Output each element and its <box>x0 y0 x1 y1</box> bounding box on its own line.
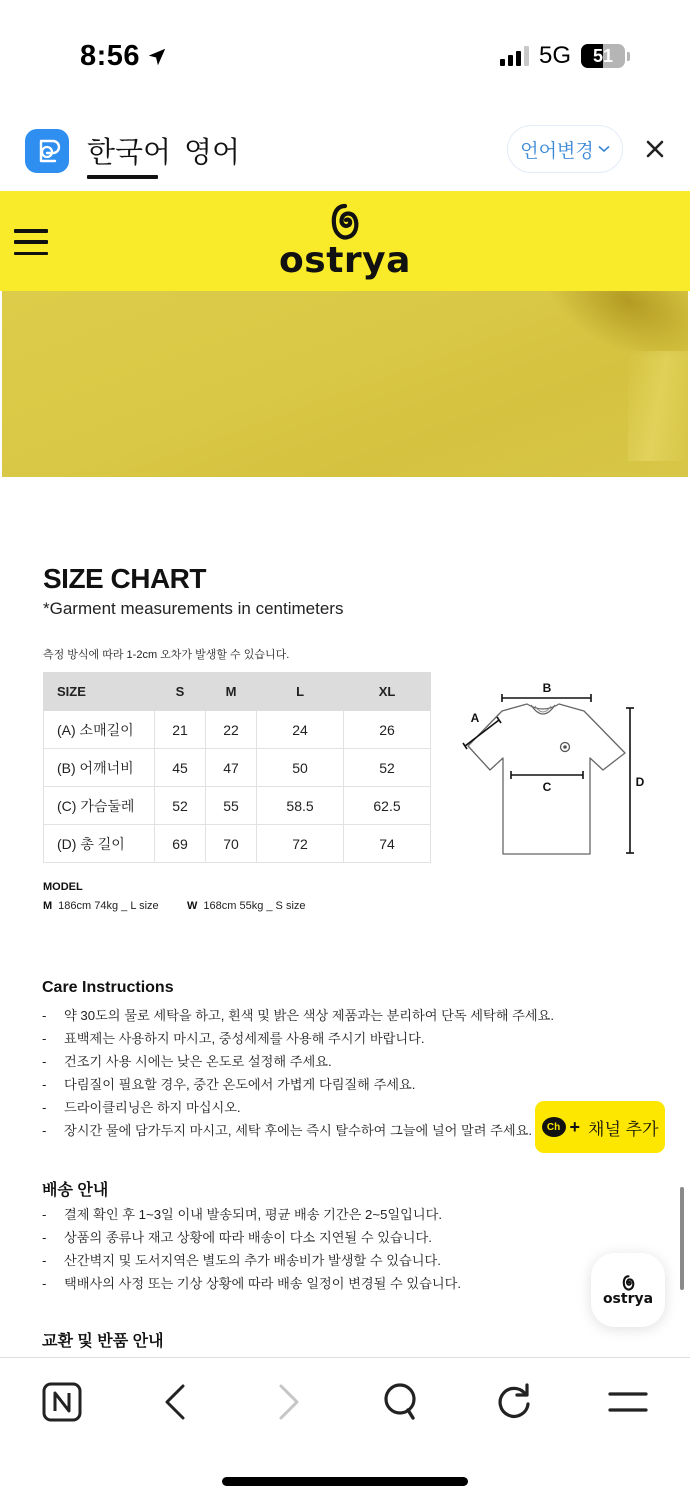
row-label: (D) 총 길이 <box>44 825 155 863</box>
change-language-label: 언어변경 <box>520 140 594 162</box>
browser-menu-button[interactable] <box>606 1380 650 1424</box>
forward-button[interactable] <box>267 1380 311 1424</box>
care-list <box>42 1004 554 1142</box>
list-item: - 다림질이 필요할 경우, 중간 온도에서 가볍게 다림질해 주세요. <box>42 1077 416 1092</box>
list-item: - 건조기 사용 시에는 낮은 온도로 설정해 주세요. <box>42 1054 332 1069</box>
care-title: Care Instructions <box>42 979 174 996</box>
table-cell: 58.5 <box>257 787 344 825</box>
home-indicator[interactable] <box>222 1477 468 1486</box>
kakao-channel-icon: Ch <box>542 1117 566 1137</box>
kakao-channel-add-button[interactable] <box>535 1101 665 1153</box>
naver-home-icon <box>42 1382 82 1422</box>
list-item: - 산간벽지 및 도서지역은 별도의 추가 배송비가 발생할 수 있습니다. <box>42 1253 441 1268</box>
chevron-down-icon <box>598 145 610 153</box>
list-item: - 표백제는 사용하지 마시고, 중성세제를 사용해 주시기 바랍니다. <box>42 1031 425 1046</box>
list-item: - 상품의 종류나 재고 상황에 따라 배송이 다소 지연될 수 있습니다. <box>42 1230 432 1245</box>
model-male-tag: M <box>43 900 53 912</box>
close-translate-button[interactable] <box>640 134 670 164</box>
table-header: XL <box>344 673 431 711</box>
row-label: (A) 소매길이 <box>44 711 155 749</box>
table-cell: 70 <box>206 825 257 863</box>
search-icon <box>382 1381 422 1423</box>
location-arrow-icon <box>146 46 168 68</box>
table-row <box>44 825 431 863</box>
translate-bar <box>0 110 690 190</box>
model-female-tag: W <box>187 900 198 912</box>
table-cell: 62.5 <box>344 787 431 825</box>
cell-signal-icon <box>500 46 529 66</box>
clock: 8:56 <box>80 40 141 72</box>
table-header: L <box>257 673 344 711</box>
status-time <box>80 40 168 73</box>
tab-korean[interactable]: 한국어 <box>87 137 172 169</box>
shipping-list <box>42 1203 461 1295</box>
active-tab-indicator <box>87 175 158 179</box>
list-item: - 약 30도의 물로 세탁을 하고, 흰색 및 밝은 색상 제품과는 분리하여 단독 세탁해 주세요. <box>42 1008 555 1023</box>
tab-english[interactable]: 영어 <box>184 137 241 169</box>
model-female-info <box>187 900 306 912</box>
table-cell: 21 <box>155 711 206 749</box>
battery-level: 51 <box>592 45 614 66</box>
network-type: 5G <box>538 42 571 69</box>
table-row <box>44 787 431 825</box>
model-male-info <box>43 900 159 912</box>
plus-icon: + <box>569 1116 581 1137</box>
table-header: SIZE <box>44 673 155 711</box>
brand-name: ostrya <box>279 240 411 281</box>
kakao-channel-label: 채널 추가 <box>588 1119 659 1139</box>
list-item: - 장시간 물에 담가두지 마시고, 세탁 후에는 즉시 탈수하여 그늘에 널어 말려 주세요. <box>42 1123 533 1138</box>
size-chart-title: SIZE CHART <box>43 563 206 594</box>
model-female-detail: 168cm 55kg _ S size <box>203 900 306 912</box>
menu-icon <box>608 1390 648 1414</box>
table-row <box>44 749 431 787</box>
search-button[interactable] <box>380 1380 424 1424</box>
table-cell: 22 <box>206 711 257 749</box>
table-cell: 52 <box>344 749 431 787</box>
site-header <box>0 191 690 291</box>
naver-home-button[interactable] <box>40 1380 84 1424</box>
reload-button[interactable] <box>492 1380 536 1424</box>
diagram-label-b: B <box>542 681 552 695</box>
table-cell: 50 <box>257 749 344 787</box>
table-header: M <box>206 673 257 711</box>
table-row <box>44 711 431 749</box>
model-label: MODEL <box>43 881 83 893</box>
model-male-detail: 186cm 74kg _ L size <box>58 900 159 912</box>
back-icon <box>164 1384 186 1420</box>
row-label: (C) 가슴둘레 <box>44 787 155 825</box>
brand-logo[interactable] <box>0 203 690 279</box>
size-chart-subtitle: *Garment measurements in centimeters <box>43 599 344 618</box>
back-button[interactable] <box>153 1380 197 1424</box>
row-label: (B) 어깨너비 <box>44 749 155 787</box>
shipping-title: 배송 안내 <box>42 1182 109 1199</box>
product-image <box>2 291 688 477</box>
battery-icon <box>581 44 625 68</box>
forward-icon <box>278 1384 300 1420</box>
status-indicators <box>500 42 630 70</box>
table-cell: 47 <box>206 749 257 787</box>
exchange-title: 교환 및 반품 안내 <box>42 1333 164 1350</box>
list-item: - 택배사의 사정 또는 기상 상황에 따라 배송 일정이 변경될 수 있습니다. <box>42 1276 461 1291</box>
table-cell: 26 <box>344 711 431 749</box>
table-cell: 69 <box>155 825 206 863</box>
table-cell: 52 <box>155 787 206 825</box>
page-scrollbar[interactable] <box>680 1187 684 1290</box>
table-cell: 45 <box>155 749 206 787</box>
status-bar <box>0 0 690 110</box>
close-icon <box>646 140 664 158</box>
floating-brand-button[interactable] <box>591 1253 665 1327</box>
table-cell: 55 <box>206 787 257 825</box>
size-table <box>43 672 431 863</box>
table-cell: 24 <box>257 711 344 749</box>
change-language-button[interactable] <box>507 125 623 173</box>
list-item: - 드라이클리닝은 하지 마십시오. <box>42 1100 241 1115</box>
floating-brand-name: ostrya <box>602 1290 654 1307</box>
diagram-label-d: D <box>635 775 645 789</box>
battery-cap <box>627 52 630 61</box>
spiral-logo-icon <box>622 1275 635 1291</box>
diagram-label-c: C <box>542 780 552 794</box>
size-chart-note: 측정 방식에 따라 1-2cm 오차가 발생할 수 있습니다. <box>43 649 290 661</box>
translate-app-icon[interactable] <box>25 129 69 173</box>
table-header: S <box>155 673 206 711</box>
table-cell: 72 <box>257 825 344 863</box>
list-item: - 결제 확인 후 1~3일 이내 발송되며, 평균 배송 기간은 2~5일입니다. <box>42 1207 443 1222</box>
tshirt-measurement-diagram <box>455 678 655 863</box>
table-cell: 74 <box>344 825 431 863</box>
table-header-row <box>44 673 431 711</box>
reload-icon <box>495 1382 533 1422</box>
diagram-label-a: A <box>470 711 480 725</box>
spiral-logo-icon <box>330 203 360 241</box>
